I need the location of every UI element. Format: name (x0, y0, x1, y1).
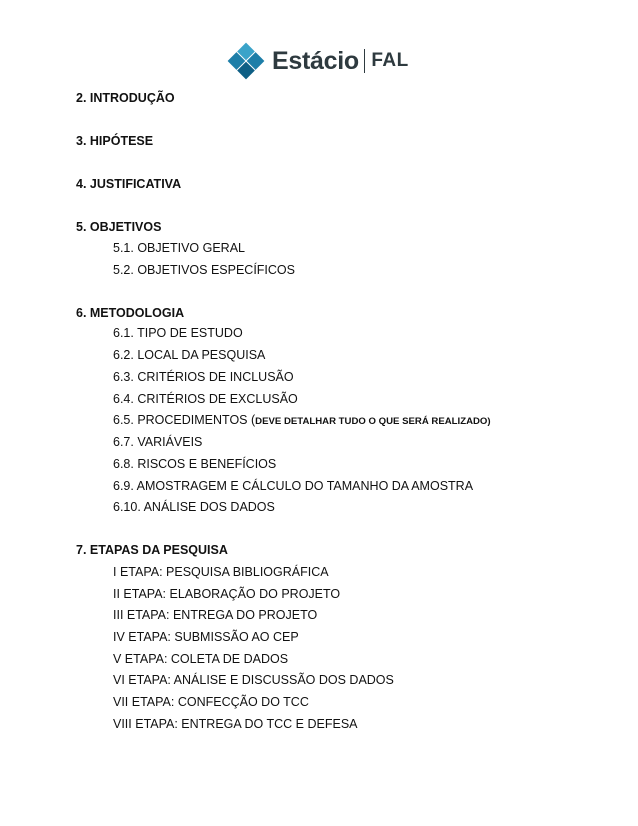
list-item-procedimentos (113, 413, 491, 429)
list-item: II ETAPA: ELABORAÇÃO DO PROJETO (113, 587, 341, 601)
list-item: VI ETAPA: ANÁLISE E DISCUSSÃO DOS DADOS (113, 673, 394, 687)
list-item: 6.10. ANÁLISE DOS DADOS (113, 500, 275, 514)
logo-unit: FAL (371, 50, 409, 71)
list-item: 6.4. CRITÉRIOS DE EXCLUSÃO (113, 392, 298, 406)
procedimentos-note: DEVE DETALHAR TUDO O QUE SERÁ REALIZADO) (255, 416, 491, 427)
list-item: VII ETAPA: CONFECÇÃO DO TCC (113, 695, 309, 709)
list-item: 6.2. LOCAL DA PESQUISA (113, 348, 266, 362)
estacio-logo (226, 40, 409, 82)
list-item: 5.1. OBJETIVO GERAL (113, 241, 245, 255)
list-item: 6.3. CRITÉRIOS DE INCLUSÃO (113, 370, 294, 384)
procedimentos-label: 6.5. PROCEDIMENTOS ( (113, 413, 256, 427)
list-item: IV ETAPA: SUBMISSÃO AO CEP (113, 630, 299, 644)
heading-introducao: 2. INTRODUÇÃO (76, 91, 175, 105)
list-item: 6.1. TIPO DE ESTUDO (113, 326, 243, 340)
list-item: I ETAPA: PESQUISA BIBLIOGRÁFICA (113, 565, 329, 579)
heading-etapas: 7. ETAPAS DA PESQUISA (76, 543, 228, 557)
heading-objetivos: 5. OBJETIVOS (76, 220, 162, 234)
list-item: III ETAPA: ENTREGA DO PROJETO (113, 608, 318, 622)
diamond-logo-icon (226, 41, 266, 81)
logo-divider (364, 49, 366, 73)
list-item: V ETAPA: COLETA DE DADOS (113, 652, 289, 666)
list-item: 6.7. VARIÁVEIS (113, 435, 203, 449)
heading-justificativa: 4. JUSTIFICATIVA (76, 177, 182, 191)
list-item: 5.2. OBJETIVOS ESPECÍFICOS (113, 263, 295, 277)
list-item: 6.8. RISCOS E BENEFÍCIOS (113, 457, 277, 471)
heading-metodologia: 6. METODOLOGIA (76, 306, 185, 320)
logo-brand: Estácio (272, 46, 359, 75)
list-item: VIII ETAPA: ENTREGA DO TCC E DEFESA (113, 717, 358, 731)
list-item: 6.9. AMOSTRAGEM E CÁLCULO DO TAMANHO DA AMOSTRA (113, 479, 474, 493)
heading-hipotese: 3. HIPÓTESE (76, 134, 154, 148)
